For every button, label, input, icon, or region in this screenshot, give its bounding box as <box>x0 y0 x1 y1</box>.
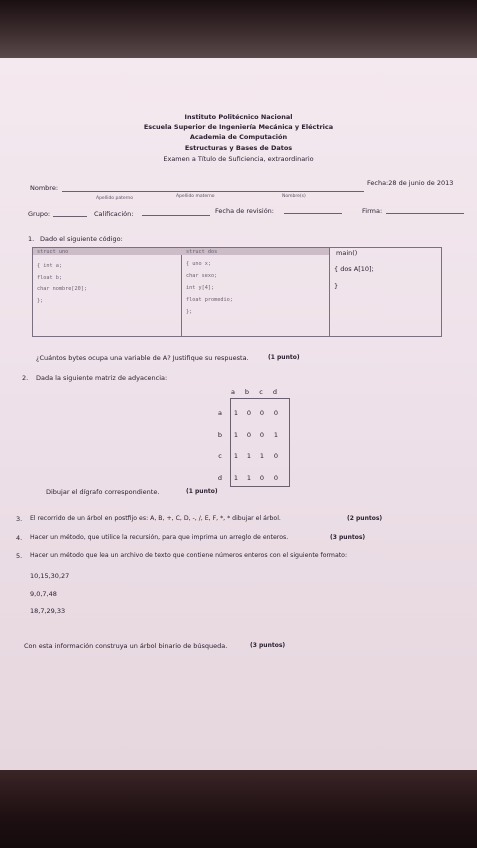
q3-points: (2 puntos) <box>347 515 383 522</box>
matrix-cell: 0 <box>273 409 279 417</box>
q2-instruction: Dibujar el dígrafo correspondiente. <box>46 488 160 496</box>
q3-number: 3. <box>16 515 23 523</box>
code-col-struct-uno <box>33 248 182 336</box>
code-table <box>32 247 442 337</box>
matrix-cell: 1 <box>233 474 239 482</box>
code-main: { dos A[10]; <box>334 265 374 273</box>
calificacion-line[interactable] <box>142 215 210 216</box>
firma-line[interactable] <box>386 213 464 214</box>
nombres-caption: Nombre(s) <box>282 194 306 199</box>
q5-points: (3 puntos) <box>250 642 286 649</box>
fecha-revision-label: Fecha de revisión: <box>215 207 274 215</box>
q3-text: El recorrido de un árbol en postfijo es: A, B, +, C, D, -, /, E, F, *, * dibujar el árbol. <box>30 515 281 522</box>
calificacion-label: Calificación: <box>94 210 134 218</box>
matrix-cell: 1 <box>233 431 239 439</box>
q5-data-line: 18,7,29,33 <box>30 607 66 615</box>
q5-number: 5. <box>16 552 23 560</box>
q1-number: 1. <box>28 235 35 243</box>
exam-title: Examen a Título de Suficiencia, extraordinario <box>163 155 314 163</box>
code-line: int y[4]; <box>186 285 215 291</box>
matrix-cell: 1 <box>233 409 239 417</box>
q5-final: Con esta información construya un árbol binario de búsqueda. <box>24 642 228 650</box>
matrix-cell: 1 <box>233 452 239 460</box>
code-main: } <box>334 282 339 290</box>
q1-title: Dado el siguiente código: <box>40 235 123 243</box>
q5-data-line: 9,0,7,48 <box>30 590 57 598</box>
apellido-paterno-caption: Apellido paterno <box>96 196 134 201</box>
q4-text: Hacer un método, que utilice la recursión, para que imprima un arreglo de enteros. <box>30 534 289 541</box>
q5-text: Hacer un método que lea un archivo de texto que contiene números enteros con el siguiente formato: <box>30 552 348 559</box>
matrix-cell: 1 <box>273 431 279 439</box>
code-main: main() <box>336 249 358 257</box>
q1-question: ¿Cuántos bytes ocupa una variable de A? Justifique su respuesta. <box>36 354 249 362</box>
code-line: { uno x; <box>186 261 211 267</box>
matrix-cell: 0 <box>246 431 252 439</box>
code-line: char sexo; <box>186 273 218 279</box>
code-line: struct dos <box>186 249 218 255</box>
matrix-col-header: c <box>259 388 263 396</box>
matrix-row-header: a <box>218 409 222 417</box>
code-line: float promedio; <box>186 297 233 303</box>
firma-label: Firma: <box>362 207 383 215</box>
q4-number: 4. <box>16 534 23 542</box>
matrix-cell: 1 <box>259 452 265 460</box>
fecha-revision-line[interactable] <box>284 213 342 214</box>
matrix-cell: 0 <box>246 409 252 417</box>
q2-number: 2. <box>22 374 29 382</box>
code-line: }; <box>37 298 44 304</box>
matrix-cell: 1 <box>246 474 252 482</box>
matrix-row-header: c <box>218 452 222 460</box>
academy-title: Academia de Computación <box>189 133 288 141</box>
matrix-row-header: d <box>217 474 223 482</box>
grupo-label: Grupo: <box>28 210 51 218</box>
matrix-col-header: d <box>272 388 278 396</box>
apellido-materno-caption: Apellido materno <box>176 194 215 199</box>
code-line: char nombre[20]; <box>37 286 87 292</box>
matrix-cell: 0 <box>259 431 265 439</box>
matrix-col-header: b <box>244 388 250 396</box>
institution-title: Instituto Politécnico Nacional <box>184 113 293 121</box>
nombre-label: Nombre: <box>30 184 59 192</box>
school-title: Escuela Superior de Ingeniería Mecánica y Eléctrica <box>143 123 334 131</box>
code-line: { int a; <box>37 263 62 269</box>
fecha-text: Fecha:28 de junio de 2013 <box>367 179 454 187</box>
matrix-row-header: b <box>217 431 223 439</box>
q1-points: (1 punto) <box>268 354 300 361</box>
q2-points: (1 punto) <box>186 488 218 495</box>
q5-data-line: 10,15,30,27 <box>30 572 70 580</box>
matrix-cell: 0 <box>273 474 279 482</box>
matrix-cell: 1 <box>246 452 252 460</box>
matrix-col-header: a <box>231 388 235 396</box>
course-title: Estructuras y Bases de Datos <box>184 144 293 152</box>
table-surface <box>0 770 477 848</box>
code-line: struct uno <box>37 249 69 255</box>
nombre-line[interactable] <box>62 191 364 192</box>
q4-points: (3 puntos) <box>330 534 366 541</box>
matrix-cell: 0 <box>259 474 265 482</box>
matrix-cell: 0 <box>273 452 279 460</box>
grupo-line[interactable] <box>53 216 87 217</box>
matrix-cell: 0 <box>259 409 265 417</box>
code-line: float b; <box>37 275 62 281</box>
q2-title: Dada la siguiente matriz de adyacencia: <box>36 374 168 382</box>
code-line: }; <box>186 309 193 315</box>
